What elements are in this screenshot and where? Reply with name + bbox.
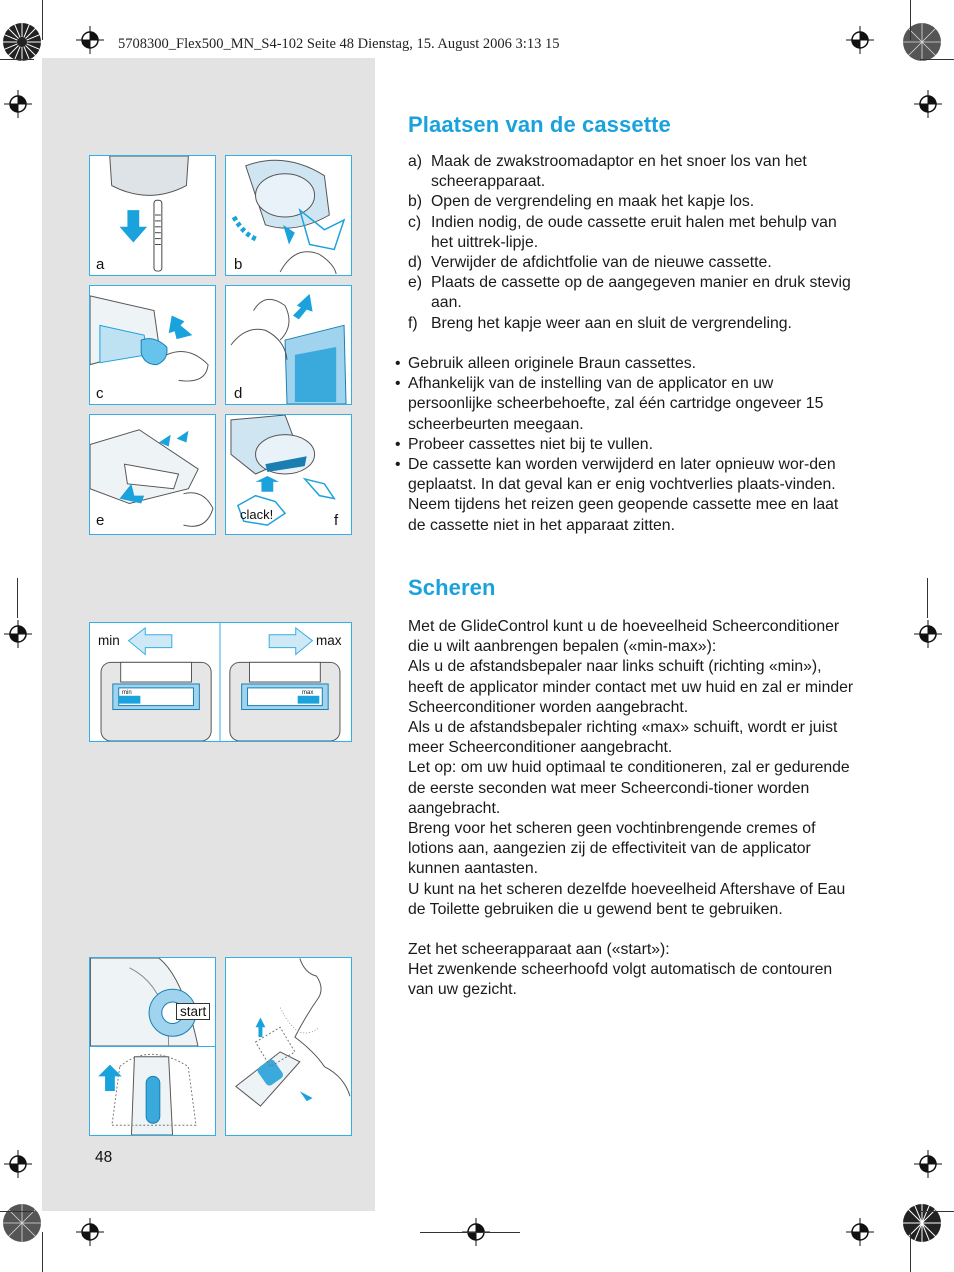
clack-label: clack! xyxy=(240,507,274,522)
registration-mark-icon xyxy=(914,620,942,648)
registration-mark-icon xyxy=(76,26,104,54)
panel-label-f: f xyxy=(334,512,339,529)
glidecontrol-min-max-illustration xyxy=(90,623,351,741)
crop-mark xyxy=(910,1232,911,1272)
cassette-steps-list xyxy=(408,152,858,334)
panel-label-b: b xyxy=(234,256,243,273)
list-item: b) Open de vergrendeling en maak het kapje los. xyxy=(408,193,755,211)
insert-cassette-illustration xyxy=(90,415,215,534)
crop-mark xyxy=(42,1232,43,1272)
shaving-face-illustration xyxy=(226,958,351,1135)
open-lock-illustration xyxy=(226,156,351,275)
panel-label-e: e xyxy=(96,512,105,529)
list-item: a) Maak de zwakstroomadaptor en het snoer los van het scheerapparaat. xyxy=(408,153,807,191)
registration-mark-icon xyxy=(914,1150,942,1178)
paragraph: Breng voor het scheren geen vochtinbrengende cremes of lotions aan, aangezien zij de effectiviteit van de applicator kunnen aantasten. xyxy=(408,820,816,878)
paragraph: Zet het scheerapparaat aan («start»): xyxy=(408,941,670,959)
registration-mark-icon xyxy=(914,90,942,118)
crop-mark xyxy=(0,1211,34,1212)
illustration-panel-b xyxy=(225,155,352,276)
print-header: 5708300_Flex500_MN_S4-102 Seite 48 Dienstag, 15. August 2006 3:13 15 xyxy=(118,36,560,52)
crop-mark xyxy=(927,578,928,618)
list-item: • Gebruik alleen originele Braun cassettes. xyxy=(395,355,697,372)
paragraph: Als u de afstandsbepaler naar links schuift (richting «min»), heeft de applicator minder contact met uw huid en zal er minder Scheerconditioner worden aangebracht. xyxy=(408,658,854,716)
crop-mark xyxy=(17,578,18,618)
max-label: max xyxy=(316,633,342,648)
illustration-panel-e xyxy=(89,414,216,535)
list-item: • Probeer cassettes niet bij te vullen. xyxy=(395,435,653,453)
glidecontrol-panel xyxy=(89,622,352,742)
section-title-scheren: Scheren xyxy=(408,575,496,600)
list-item: e) Plaats de cassette op de aangegeven manier en druk stevig aan. xyxy=(408,274,851,312)
start-label: start xyxy=(176,1003,210,1020)
paragraph: U kunt na het scheren dezelfde hoeveelheid Aftershave of Eau de Toilette gebruiken die u gewend bent te gebruiken. xyxy=(408,880,846,918)
panel-label-a: a xyxy=(96,256,105,273)
start-switch-panel xyxy=(89,957,216,1047)
scheren-body xyxy=(408,617,858,1001)
illustration-panel-a xyxy=(89,155,216,276)
color-rosette-icon xyxy=(902,22,942,62)
registration-mark-icon xyxy=(846,26,874,54)
color-rosette-icon xyxy=(2,1203,42,1243)
start-switch-illustration xyxy=(90,958,215,1046)
paragraph: Het zwenkende scheerhoofd volgt automatisch de contouren van uw gezicht. xyxy=(408,961,833,999)
dial-max-label: max xyxy=(302,690,314,696)
list-item: d) Verwijder de afdichtfolie van de nieuwe cassette. xyxy=(408,254,772,272)
paragraph: Met de GlideControl kunt u de hoeveelheid Scheerconditioner die u wilt aanbrengen bepalen («min-max»): xyxy=(408,618,840,656)
color-rosette-icon xyxy=(902,1203,942,1243)
shaver-panel xyxy=(89,1046,216,1136)
list-item: • De cassette kan worden verwijderd en later opnieuw wor-den geplaatst. In dat geval kan er enig vochtverlies plaats-vinden. Neem tijdens het reizen geen geopende cassette mee en laat de cassette niet in het apparaat zitten. xyxy=(395,456,839,534)
registration-mark-icon xyxy=(76,1218,104,1246)
section-title-cassette: Plaatsen van de cassette xyxy=(408,112,671,137)
crop-mark xyxy=(920,1211,954,1212)
crop-mark xyxy=(420,1232,520,1233)
min-label: min xyxy=(98,633,120,648)
illustration-panel-d xyxy=(225,285,352,405)
panel-label-d: d xyxy=(234,385,243,402)
page-number: 48 xyxy=(95,1149,113,1166)
dial-min-label: min xyxy=(122,690,132,696)
registration-mark-icon xyxy=(4,620,32,648)
remove-cassette-illustration xyxy=(90,286,215,404)
registration-mark-icon xyxy=(846,1218,874,1246)
list-item: • Afhankelijk van de instelling van de applicator en uw persoonlijke scheerbehoefte, zal één cartridge ongeveer 15 scheerbeurten meegaan. xyxy=(395,375,824,433)
cassette-notes-list xyxy=(395,354,860,536)
crop-mark xyxy=(920,59,954,60)
crop-mark xyxy=(910,0,911,40)
registration-mark-icon xyxy=(4,1150,32,1178)
illustration-panel-c xyxy=(89,285,216,405)
crop-mark xyxy=(0,59,34,60)
shaving-face-panel xyxy=(225,957,352,1136)
paragraph: Als u de afstandsbepaler richting «max» schuift, wordt er juist meer Scheerconditioner aangebracht. xyxy=(408,719,838,757)
crop-mark xyxy=(42,0,43,40)
list-item: f) Breng het kapje weer aan en sluit de vergrendeling. xyxy=(408,314,792,332)
registration-mark-icon xyxy=(4,90,32,118)
remove-seal-illustration xyxy=(226,286,351,404)
illustration-panel-f xyxy=(225,414,352,535)
list-item: c) Indien nodig, de oude cassette eruit halen met behulp van het uittrek-lipje. xyxy=(408,213,837,251)
disconnect-cord-illustration xyxy=(90,156,215,275)
color-rosette-icon xyxy=(2,22,42,62)
paragraph: Let op: om uw huid optimaal te conditioneren, zal er gedurende de eerste seconden wat meer Scheercondi-tioner worden aangebracht. xyxy=(408,759,850,817)
panel-label-c: c xyxy=(96,385,104,402)
swivel-head-illustration xyxy=(90,1047,215,1135)
